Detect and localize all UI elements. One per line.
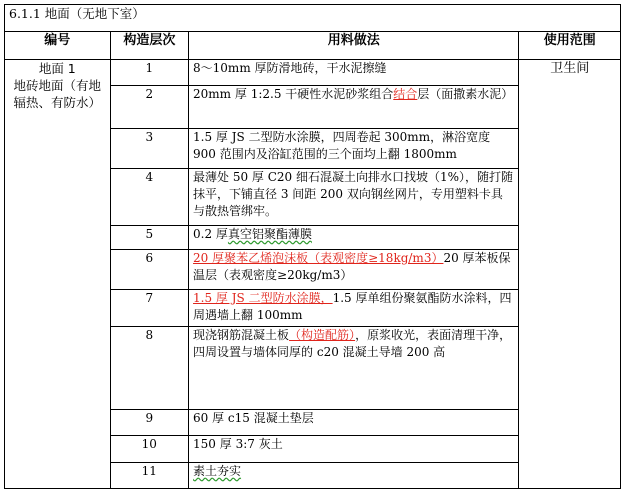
method-text: ，原浆收光，表面清理干净，四周设置与墙体同厚的 c20 混凝土导墙 200 高 xyxy=(193,328,512,359)
header-code: 编号 xyxy=(5,32,111,60)
layer-method xyxy=(189,327,519,410)
layer-number: 1 xyxy=(110,60,188,86)
layer-method xyxy=(189,290,519,327)
highlighted-text: 1.5 厚 JS 二型防水涂膜， xyxy=(193,291,333,305)
method-text: 层（面撒素水泥） xyxy=(417,87,514,101)
layer-method xyxy=(189,226,519,250)
layer-number: 4 xyxy=(110,169,188,226)
layer-number: 2 xyxy=(110,86,188,129)
header-row xyxy=(5,32,621,60)
method-text: 0.2 厚 xyxy=(193,227,228,241)
layer-method: 最薄处 50 厚 C20 细石混凝土向排水口找坡（1%），随打随抹平，下铺直径 3 间距 200 双向钢丝网片，专用塑料卡具与散热管绑牢。 xyxy=(189,169,519,226)
code-line: 辐热、有防水） xyxy=(13,95,102,110)
layer-number: 9 xyxy=(110,410,188,436)
layer-method xyxy=(189,463,519,489)
table-caption: 6.1.1 地面（无地下室） xyxy=(5,5,621,32)
layer-number: 11 xyxy=(110,463,188,489)
highlighted-text: （构造配筋） xyxy=(289,328,356,342)
layer-method: 150 厚 3:7 灰土 xyxy=(189,436,519,463)
layer-method xyxy=(189,86,519,129)
layer-method: 8～10mm 厚防滑地砖，干水泥擦缝 xyxy=(189,60,519,86)
highlighted-text: 结合 xyxy=(393,87,418,101)
underlined-text: 素土夯实 xyxy=(193,464,242,478)
method-text: 20mm 厚 1:2.5 干硬性水泥砂浆组合 xyxy=(193,87,394,101)
code-line: 地面 1 xyxy=(38,61,76,76)
header-scope: 使用范围 xyxy=(519,32,621,60)
code-cell xyxy=(5,60,111,489)
table-row xyxy=(5,60,621,86)
header-layer: 构造层次 xyxy=(110,32,188,60)
layer-number: 10 xyxy=(110,436,188,463)
layer-number: 3 xyxy=(110,129,188,169)
layer-number: 5 xyxy=(110,226,188,250)
layer-number: 6 xyxy=(110,250,188,290)
highlighted-text: 20 厚聚苯乙烯泡沫板（表观密度≥18kg/m3） xyxy=(193,251,444,265)
layer-number: 8 xyxy=(110,327,188,410)
scope-cell: 卫生间 xyxy=(519,60,621,489)
layer-number: 7 xyxy=(110,290,188,327)
underlined-text: 真空铝聚酯薄膜 xyxy=(227,227,312,241)
header-method: 用料做法 xyxy=(189,32,519,60)
spec-table xyxy=(4,4,621,489)
method-text: 现浇钢筋混凝土板 xyxy=(193,328,290,342)
code-line: 地砖地面（有地 xyxy=(13,78,102,93)
caption-row xyxy=(5,5,621,32)
method-text: 20 厚苯板保温层（表观密度≥20kg/m3） xyxy=(193,251,511,282)
method-text: 1.5 厚单组份聚氨酯防水涂料，四周遇墙上翻 100mm xyxy=(193,291,512,322)
layer-method: 1.5 厚 JS 二型防水涂膜，四周卷起 300mm，淋浴宽度 900 范围内及浴缸范围的三个面均上翻 1800mm xyxy=(189,129,519,169)
layer-method: 60 厚 c15 混凝土垫层 xyxy=(189,410,519,436)
layer-method xyxy=(189,250,519,290)
